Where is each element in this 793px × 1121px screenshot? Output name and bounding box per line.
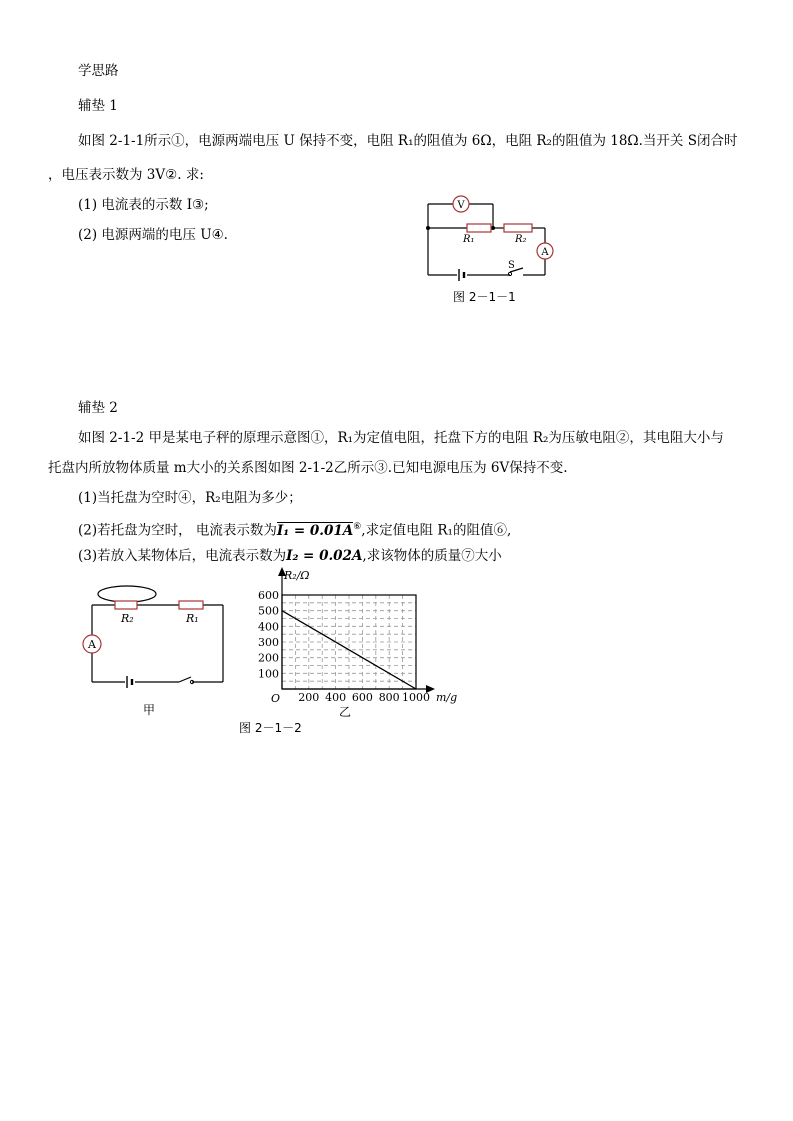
battery-icon — [127, 676, 132, 688]
resistor-r1-icon — [179, 601, 203, 609]
figure-2-1-1-caption: 图 2－1－1 — [453, 290, 516, 304]
resistor-r1-icon — [467, 224, 491, 232]
r1-label: R₁ — [186, 612, 199, 625]
page-heading: 学思路 — [78, 63, 119, 79]
battery-icon — [459, 269, 464, 281]
section1-title: 辅垫 1 — [78, 98, 118, 114]
x-tick-label: 400 — [325, 691, 347, 704]
y-tick-label: 500 — [258, 604, 279, 618]
y-tick-label: 100 — [258, 667, 279, 681]
section1-question-2: (2) 电源两端的电压 U④. — [78, 227, 228, 243]
section1-question-1: (1) 电流表的示数 I③; — [78, 197, 209, 213]
q2-marker: ⑥ — [353, 522, 362, 532]
y-tick-label: 300 — [258, 636, 279, 649]
circuit-figure-2-1-2-jia — [75, 585, 235, 720]
y-tick-label: 200 — [258, 651, 279, 665]
section2-title: 辅垫 2 — [78, 400, 118, 416]
q2-prefix: (2)若托盘为空时， 电流表示数为 — [78, 522, 277, 539]
circuit-jia-label: 甲 — [142, 703, 156, 717]
r2-label: R₂ — [515, 234, 527, 245]
switch-label: S — [508, 260, 515, 271]
section2-question-2 — [78, 518, 511, 540]
x-tick-label: 800 — [378, 691, 400, 704]
section1-problem-line2: ，电压表示数为 3V②. 求: — [48, 167, 204, 183]
ammeter-label: A — [88, 638, 96, 651]
ammeter-label: A — [541, 247, 549, 258]
q2-formula: I₁ = 0.01A — [276, 522, 354, 539]
section2-problem-line1: 如图 2-1-2 甲是某电子秤的原理示意图①，R₁为定值电阻，托盘下方的电阻 R₂为压敏电阻②，其电阻大小与 — [78, 430, 724, 446]
section2-problem-line2: 托盘内所放物体质量 m大小的关系图如图 2-1-2乙所示③.已知电源电压为 6V保持不变. — [48, 460, 568, 476]
x-axis-label: m/g — [436, 691, 458, 704]
q3-prefix: (3)若放入某物体后，电流表示数为 — [78, 548, 287, 564]
section1-problem-line1: 如图 2-1-1所示①，电源两端电压 U 保持不变，电阻 R₁的阻值为 6Ω，电阻 R₂的阻值为 18Ω.当开关 S闭合时 — [78, 133, 738, 149]
r2-mass-graph — [252, 562, 480, 720]
y-tick-label: 600 — [258, 589, 279, 602]
resistor-r2-icon — [115, 601, 137, 609]
resistor-r2-icon — [504, 224, 532, 232]
section2-question-1: (1)当托盘为空时④，R₂电阻为多少； — [78, 490, 302, 506]
y-tick-label: 400 — [258, 620, 279, 634]
y-axis-label: R₂/Ω — [284, 569, 310, 582]
figure-2-1-2-caption: 图 2－1－2 — [239, 721, 302, 735]
x-tick-label: 600 — [351, 691, 373, 704]
q2-suffix: ,求定值电阻 R₁的阻值⑥, — [361, 522, 512, 539]
graph-yi-label: 乙 — [338, 705, 352, 719]
x-tick-label: 1000 — [402, 691, 430, 704]
tray-icon — [98, 586, 156, 602]
x-tick-label: 200 — [298, 691, 320, 704]
origin-label: O — [271, 692, 281, 705]
graph-grid — [282, 595, 416, 689]
q3-suffix: ,求该物体的质量⑦大小 — [362, 548, 502, 564]
q3-formula: I₂ = 0.02A — [286, 548, 363, 564]
r2-label: R₂ — [121, 612, 134, 625]
r1-label: R₁ — [463, 234, 475, 245]
voltmeter-label: V — [457, 200, 465, 211]
